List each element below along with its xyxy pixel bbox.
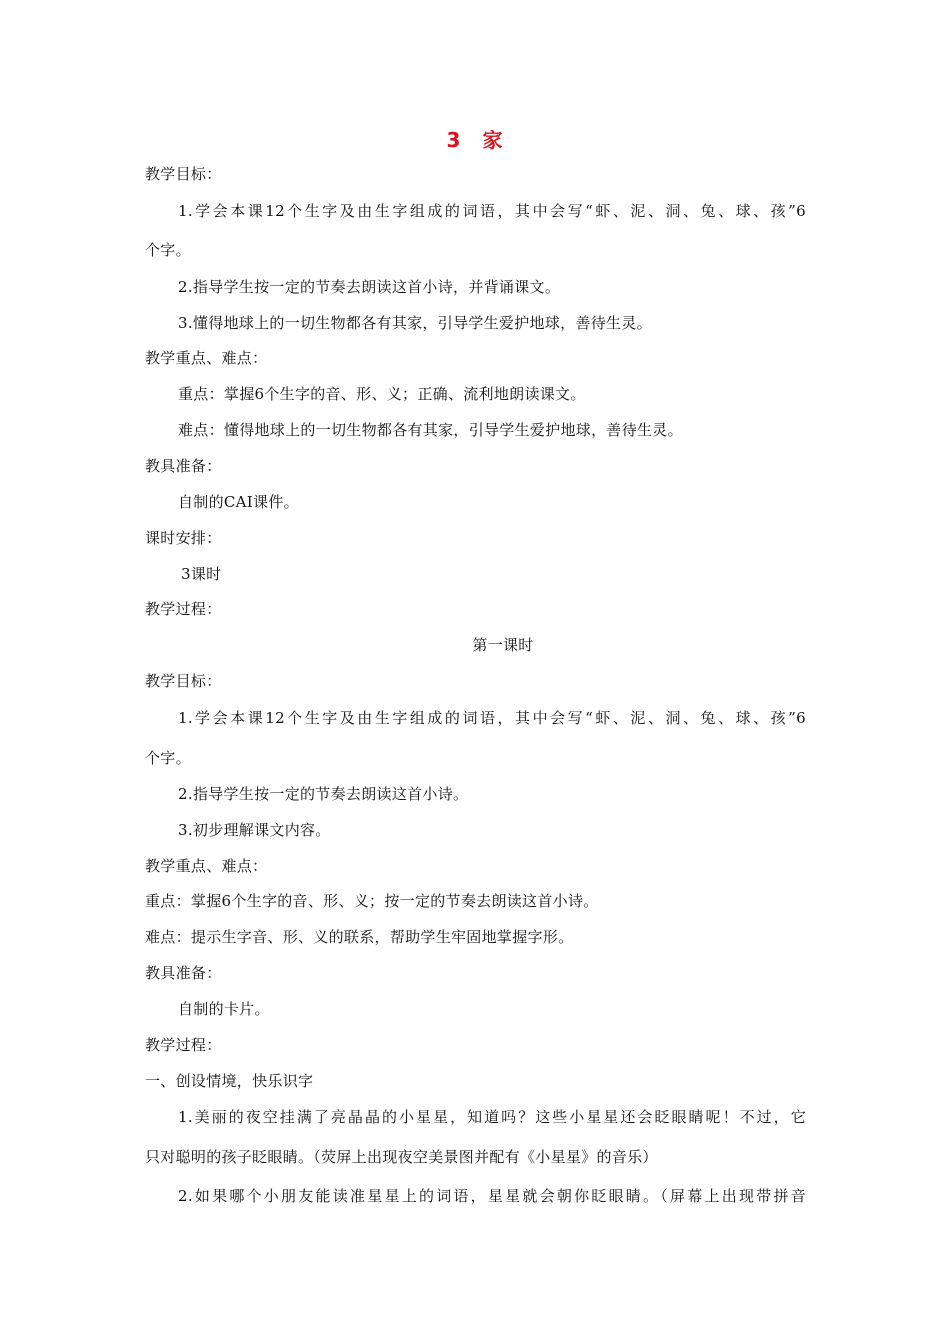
section-heading: 教具准备：	[145, 964, 222, 982]
lesson-title: 3 家	[446, 128, 504, 152]
section-heading: 教学过程：	[145, 600, 222, 618]
paragraph-line: 3.初步理解课文内容。	[178, 821, 331, 839]
section-heading: 教学重点、难点：	[145, 857, 268, 875]
section-heading: 一、创设情境，快乐识字	[145, 1072, 314, 1090]
paragraph-line: 难点：懂得地球上的一切生物都各有其家，引导学生爱护地球，善待生灵。	[178, 421, 683, 439]
paragraph-line: 只对聪明的孩子眨眼睛。（荧屏上出现夜空美景图并配有《小星星》的音乐）	[145, 1148, 658, 1166]
paragraph-line: 1.美丽的夜空挂满了亮晶晶的小星星，知道吗？这些小星星还会眨眼睛呢！不过，它	[178, 1108, 806, 1126]
paragraph-line: 自制的CAI课件。	[178, 493, 299, 511]
paragraph-line: 重点：掌握6个生字的音、形、义；按一定的节奏去朗读这首小诗。	[145, 892, 599, 910]
section-heading: 教学重点、难点：	[145, 349, 268, 367]
paragraph-line: 2.指导学生按一定的节奏去朗读这首小诗。	[178, 785, 469, 803]
section-heading: 教具准备：	[145, 457, 222, 475]
section-heading: 教学目标：	[145, 672, 222, 690]
paragraph-line: 3课时	[181, 565, 222, 583]
paragraph-line: 重点：掌握6个生字的音、形、义；正确、流利地朗读课文。	[178, 385, 586, 403]
section-heading: 课时安排：	[145, 529, 222, 547]
paragraph-line: 自制的卡片。	[178, 1000, 270, 1018]
paragraph-line: 2.如果哪个小朋友能读准星星上的词语，星星就会朝你眨眼睛。（屏幕上出现带拼音	[178, 1187, 806, 1205]
paragraph-line: 个字。	[145, 241, 191, 259]
paragraph-line: 个字。	[145, 749, 191, 767]
paragraph-line: 难点：提示生字音、形、义的联系，帮助学生牢固地掌握字形。	[145, 928, 574, 946]
subsection-title: 第一课时	[472, 636, 534, 654]
section-heading: 教学目标：	[145, 165, 222, 183]
paragraph-line: 3.懂得地球上的一切生物都各有其家，引导学生爱护地球，善待生灵。	[178, 314, 652, 332]
section-heading: 教学过程：	[145, 1036, 222, 1054]
paragraph-line: 1.学会本课12个生字及由生字组成的词语，其中会写“虾、泥、洞、兔、球、孩”6	[178, 709, 806, 727]
paragraph-line: 1.学会本课12个生字及由生字组成的词语，其中会写“虾、泥、洞、兔、球、孩”6	[178, 202, 806, 220]
paragraph-line: 2.指导学生按一定的节奏去朗读这首小诗，并背诵课文。	[178, 278, 561, 296]
